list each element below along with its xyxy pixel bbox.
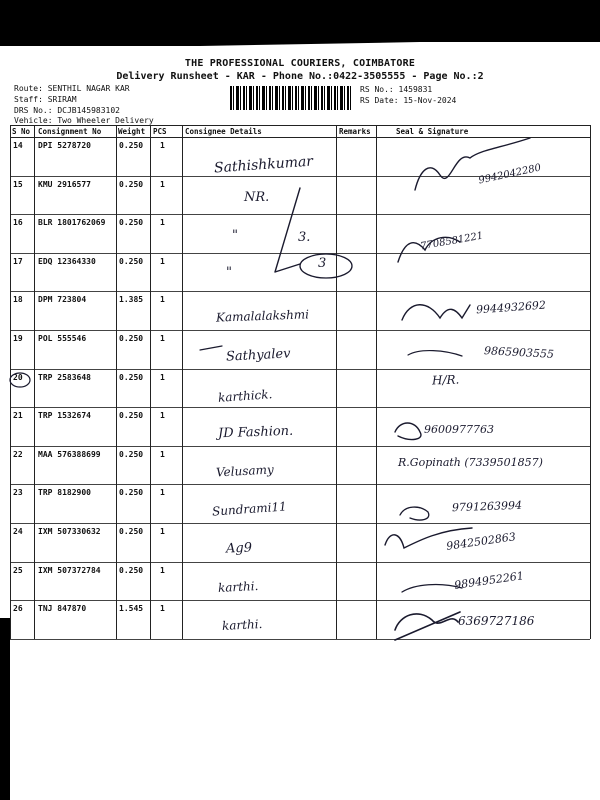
signature-scribble (400, 507, 429, 520)
row-consignee: Kamalalakshmi (215, 307, 310, 325)
row-sno: 25 (13, 566, 23, 575)
row-consignee: " (232, 228, 238, 243)
row-pcs: 1 (160, 141, 165, 150)
signature-scribble (415, 138, 530, 190)
row-consignee: NR. (244, 190, 270, 205)
rs-date: RS Date: 15-Nov-2024 (360, 96, 457, 105)
rs-number: RS No.: 1459831 (360, 85, 433, 94)
row-weight: 0.250 (119, 566, 144, 575)
row-weight: 0.250 (119, 450, 144, 459)
row-consignee: karthi. (217, 578, 259, 596)
row-pcs: 1 (160, 527, 165, 536)
row-weight: 1.385 (119, 295, 144, 304)
signature-scribble (402, 585, 462, 592)
bracket-mark (275, 188, 300, 272)
row-sno: 24 (13, 527, 23, 536)
row-consignee: Velusamy (215, 462, 275, 480)
bracket-number: 3. (298, 230, 311, 245)
header-seal: Seal & Signature (396, 127, 469, 136)
row-weight: 0.250 (119, 411, 144, 420)
row-weight: 1.545 (119, 604, 144, 613)
row-seal-text: 7708581221 (419, 230, 485, 253)
row-pcs: 1 (160, 450, 165, 459)
row-consignee: karthi. (221, 616, 263, 634)
row-seal-text: 9600977763 (424, 423, 494, 436)
row-weight: 0.250 (119, 373, 144, 382)
row-seal-text: 9894952261 (453, 569, 525, 592)
row-pcs: 1 (160, 566, 165, 575)
row-pcs: 1 (160, 218, 165, 227)
row-pcs: 1 (160, 180, 165, 189)
header-consignee: Consignee Details (185, 127, 262, 136)
row-sno: 18 (13, 295, 23, 304)
row-consignment-no: TRP 1532674 (38, 411, 91, 420)
circled-number: 3 (318, 256, 327, 271)
signature-scribble (408, 351, 462, 356)
row-pcs: 1 (160, 334, 165, 343)
signature-scribble (395, 612, 460, 640)
row-sno: 23 (13, 488, 23, 497)
strike-mark (200, 346, 222, 350)
row-sno: 26 (13, 604, 23, 613)
row-consignment-no: DPI 5278720 (38, 141, 91, 150)
row-consignee: Sathyalev (225, 346, 291, 365)
drs-number: DRS No.: DCJB145983102 (14, 106, 120, 115)
row-consignment-no: TRP 8182900 (38, 488, 91, 497)
row-pcs: 1 (160, 411, 165, 420)
row-consignment-no: KMU 2916577 (38, 180, 91, 189)
company-title: THE PROFESSIONAL COURIERS, COIMBATORE (184, 58, 416, 69)
row-consignee: karthick. (217, 387, 273, 405)
row-sno: 19 (13, 334, 23, 343)
row-pcs: 1 (160, 257, 165, 266)
row-weight: 0.250 (119, 527, 144, 536)
row-consignee: " (226, 265, 232, 280)
row-sno: 21 (13, 411, 23, 420)
row-consignment-no: BLR 1801762069 (38, 218, 106, 227)
row-seal-text: H/R. (431, 372, 460, 388)
row-pcs: 1 (160, 373, 165, 382)
header-remarks: Remarks (339, 127, 371, 136)
row-seal-text: 6369727186 (458, 614, 535, 628)
row-sno: 14 (13, 141, 23, 150)
signature-scribble (402, 305, 470, 320)
header-consignment: Consignment No (38, 127, 102, 136)
row-seal-text: 9944932692 (475, 298, 547, 317)
row-consignment-no: EDQ 12364330 (38, 257, 96, 266)
row-consignee: JD Fashion. (217, 423, 294, 442)
row-seal-text: R.Gopinath (7339501857) (398, 456, 543, 469)
row-consignee: Sathishkumar (213, 153, 314, 177)
row-seal-text: 9842502863 (445, 530, 517, 553)
row-pcs: 1 (160, 295, 165, 304)
row-weight: 0.250 (119, 141, 144, 150)
circle-mark (10, 373, 30, 387)
header-weight: Weight (118, 127, 146, 136)
row-consignment-no: POL 555546 (38, 334, 87, 343)
row-pcs: 1 (160, 488, 165, 497)
signature-scribble (395, 423, 421, 439)
header-pcs: PCS (153, 127, 167, 136)
row-consignment-no: MAA 576388699 (38, 450, 101, 459)
vehicle-label: Vehicle: Two Wheeler Delivery (14, 116, 154, 125)
row-seal-text: 9791263994 (451, 498, 523, 515)
row-consignee: Ag9 (225, 540, 253, 557)
row-consignment-no: TNJ 847870 (38, 604, 87, 613)
row-consignment-no: IXM 507330632 (38, 527, 101, 536)
row-consignment-no: DPM 723804 (38, 295, 87, 304)
row-weight: 0.250 (119, 488, 144, 497)
row-pcs: 1 (160, 604, 165, 613)
header-sno: S No (12, 127, 31, 136)
runsheet-subtitle: Delivery Runsheet - KAR - Phone No.:0422-3505555 - Page No.:2 (116, 71, 484, 82)
signature-scribble (385, 528, 472, 548)
staff-label: Staff: SRIRAM (14, 95, 77, 104)
row-seal-text: 9865903555 (483, 344, 555, 361)
row-sno: 16 (13, 218, 23, 227)
signature-scribble (398, 237, 460, 262)
row-weight: 0.250 (119, 180, 144, 189)
row-weight: 0.250 (119, 257, 144, 266)
row-weight: 0.250 (119, 334, 144, 343)
row-sno: 22 (13, 450, 23, 459)
row-sno: 15 (13, 180, 23, 189)
row-sno: 20 (13, 373, 23, 382)
row-weight: 0.250 (119, 218, 144, 227)
route-label: Route: SENTHIL NAGAR KAR (14, 84, 130, 93)
row-consignment-no: IXM 507372784 (38, 566, 101, 575)
row-consignee: Sundrami11 (211, 499, 288, 519)
row-sno: 17 (13, 257, 23, 266)
row-seal-text: 9942042280 (477, 162, 543, 187)
row-consignment-no: TRP 2583648 (38, 373, 91, 382)
